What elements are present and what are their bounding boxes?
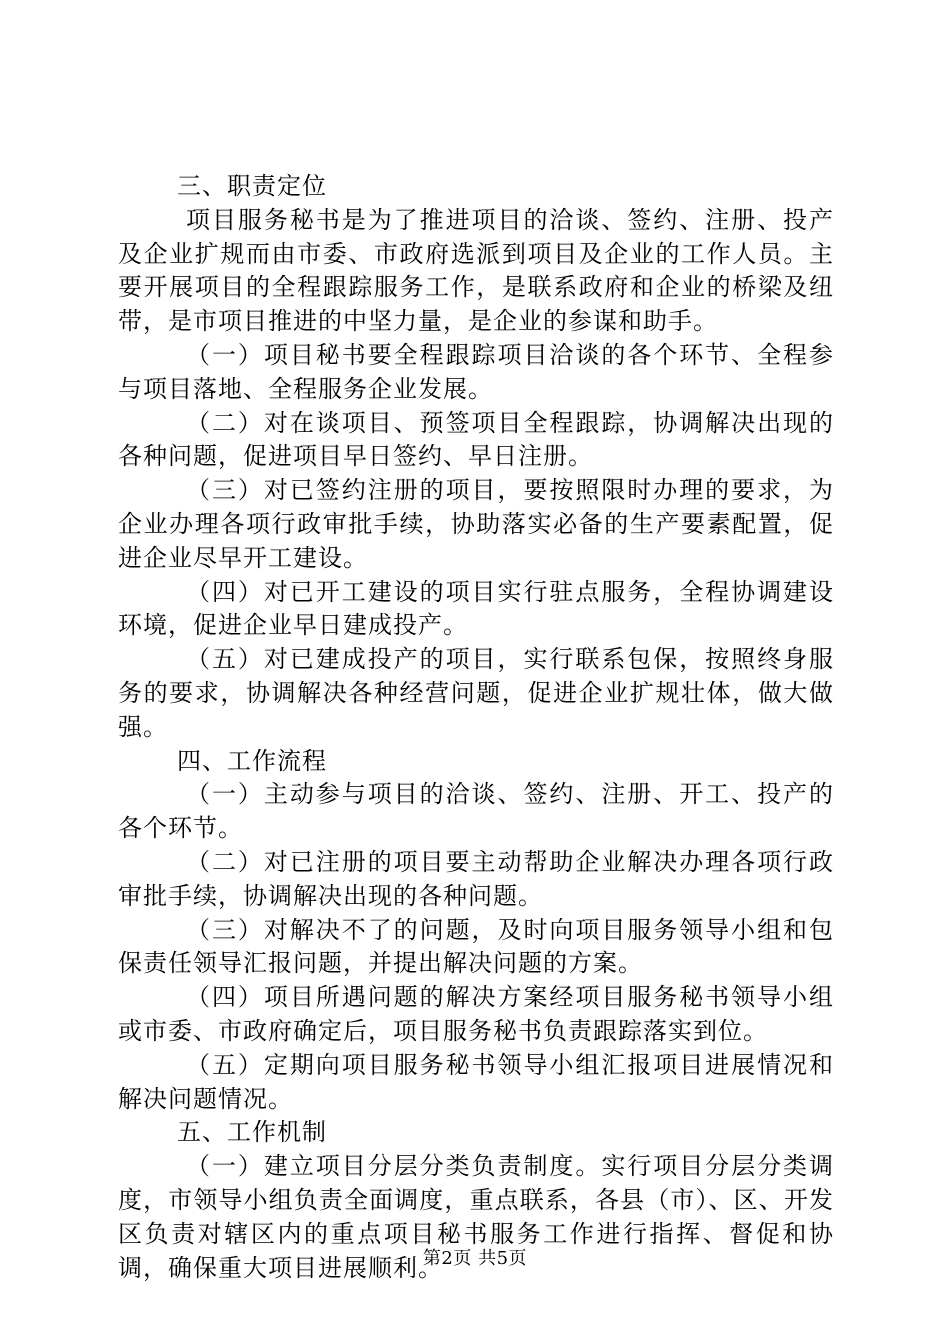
paragraph-duties-intro: 项目服务秘书是为了推进项目的洽谈、签约、注册、投产及企业扩规而由市委、市政府选派到项目及企业的工作人员。主要开展项目的全程跟踪服务工作，是联系政府和企业的桥梁及纽带，是市项目推进的中坚力量，是企业的参谋和助手。	[118, 205, 834, 336]
paragraph-workflow-item-3: （三）对解决不了的问题，及时向项目服务领导小组和包保责任领导汇报问题，并提出解决问题的方案。	[118, 915, 834, 978]
section-heading-mechanism: 五、工作机制	[177, 1118, 327, 1147]
section-heading-workflow: 四、工作流程	[177, 746, 327, 775]
paragraph-workflow-item-5: （五）定期向项目服务秘书领导小组汇报项目进展情况和解决问题情况。	[118, 1050, 834, 1113]
page-number-label: 第2页 共5页	[422, 1248, 528, 1269]
paragraph-mechanism-item-1: （一）建立项目分层分类负责制度。实行项目分层分类调度，市领导小组负责全面调度，重点联系，各县（市）、区、开发区负责对辖区内的重点项目秘书服务工作进行指挥、督促和协调，确保重大项目进展顺利。	[118, 1152, 834, 1282]
paragraph-duties-item-2: （二）对在谈项目、预签项目全程跟踪，协调解决出现的各种问题，促进项目早日签约、早日注册。	[118, 408, 834, 471]
paragraph-duties-item-1: （一）项目秘书要全程跟踪项目洽谈的各个环节、全程参与项目落地、全程服务企业发展。	[118, 340, 834, 403]
paragraph-workflow-item-1: （一）主动参与项目的洽谈、签约、注册、开工、投产的各个环节。	[118, 780, 834, 843]
document-body	[118, 170, 834, 1285]
paragraph-workflow-item-2: （二）对已注册的项目要主动帮助企业解决办理各项行政审批手续，协调解决出现的各种问题。	[118, 847, 834, 910]
paragraph-duties-item-5: （五）对已建成投产的项目，实行联系包保，按照终身服务的要求，协调解决各种经营问题，促进企业扩规壮体，做大做强。	[118, 645, 834, 741]
page-footer	[0, 1244, 950, 1270]
section-heading-duties: 三、职责定位	[177, 172, 327, 200]
paragraph-duties-item-3: （三）对已签约注册的项目，要按照限时办理的要求，为企业办理各项行政审批手续，协助落实必备的生产要素配置，促进企业尽早开工建设。	[118, 476, 834, 572]
paragraph-duties-item-4: （四）对已开工建设的项目实行驻点服务，全程协调建设环境，促进企业早日建成投产。	[118, 577, 834, 640]
paragraph-workflow-item-4: （四）项目所遇问题的解决方案经项目服务秘书领导小组或市委、市政府确定后，项目服务秘书负责跟踪落实到位。	[118, 983, 834, 1045]
